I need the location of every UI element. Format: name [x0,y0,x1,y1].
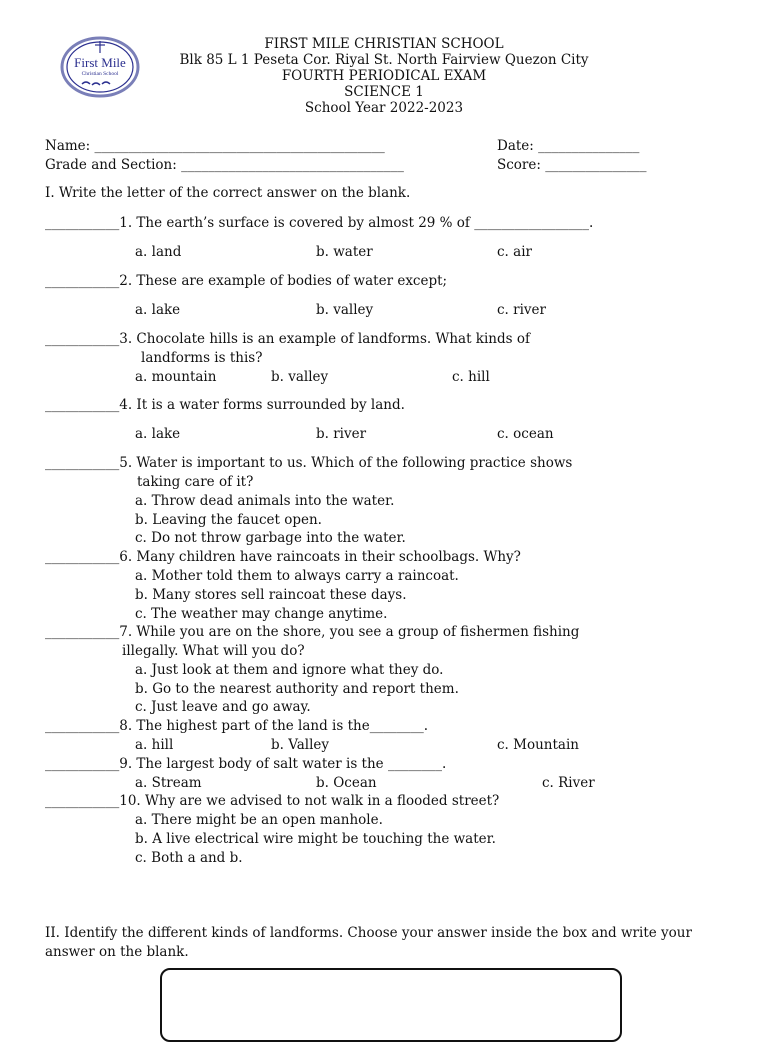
q3-choice-a: a. mountain [135,369,217,385]
q7-choice-b: b. Go to the nearest authority and report them. [135,681,459,697]
score-field[interactable]: Score: _______________ [497,157,647,173]
question-7: ___________7. While you are on the shore, you see a group of fishermen fishing [45,624,580,640]
q6-choice-c: c. The weather may change anytime. [135,606,388,622]
q10-choice-a: a. There might be an open manhole. [135,812,383,828]
q2-choice-b: b. valley [316,302,374,318]
question-9: ___________9. The largest body of salt water is the ________. [45,756,447,772]
grade-section-field[interactable]: Grade and Section: _________________________________ [45,157,404,173]
part2-instruction-line1: II. Identify the different kinds of landforms. Choose your answer inside the box and write your [45,925,692,941]
q4-choice-b: b. river [316,426,367,442]
q5-choice-c: c. Do not throw garbage into the water. [135,530,406,546]
answer-choices-box [160,968,622,1042]
q7-choice-a: a. Just look at them and ignore what they do. [135,662,444,678]
question-5: ___________5. Water is important to us. Which of the following practice shows [45,455,573,471]
q2-choice-c: c. river [497,302,546,318]
q3-choice-c: c. hill [452,369,490,385]
school-year: School Year 2022-2023 [304,100,464,116]
q10-choice-c: c. Both a and b. [135,850,243,866]
q4-choice-c: c. ocean [497,426,554,442]
q8-choice-a: a. hill [135,737,174,753]
question-1: ___________1. The earth’s surface is covered by almost 29 % of _________________. [45,215,594,231]
part1-instruction: I. Write the letter of the correct answer on the blank. [45,185,411,201]
q6-choice-a: a. Mother told them to always carry a raincoat. [135,568,459,584]
question-4: ___________4. It is a water forms surrounded by land. [45,397,405,413]
school-address: Blk 85 L 1 Peseta Cor. Riyal St. North Fairview Quezon City [179,52,589,68]
question-7-continued: illegally. What will you do? [122,643,305,659]
question-10: ___________10. Why are we advised to not walk in a flooded street? [45,793,500,809]
q2-choice-a: a. lake [135,302,181,318]
logo-text: First Mile [74,55,126,70]
q9-choice-b: b. Ocean [316,775,377,791]
q3-choice-b: b. valley [271,369,329,385]
question-5-continued: taking care of it? [137,474,254,490]
q1-choice-a: a. land [135,244,182,260]
q10-choice-b: b. A live electrical wire might be touching the water. [135,831,496,847]
q8-choice-c: c. Mountain [497,737,579,753]
subject-title: SCIENCE 1 [344,84,424,100]
question-2: ___________2. These are example of bodies of water except; [45,273,448,289]
q8-choice-b: b. Valley [271,737,330,753]
part2-instruction-line2: answer on the blank. [45,944,189,960]
q4-choice-a: a. lake [135,426,181,442]
question-3: ___________3. Chocolate hills is an example of landforms. What kinds of [45,331,530,347]
exam-title: FOURTH PERIODICAL EXAM [281,68,487,84]
school-name: FIRST MILE CHRISTIAN SCHOOL [264,36,504,52]
question-6: ___________6. Many children have raincoats in their schoolbags. Why? [45,549,521,565]
question-8: ___________8. The highest part of the land is the________. [45,718,428,734]
q5-choice-a: a. Throw dead animals into the water. [135,493,395,509]
q1-choice-b: b. water [316,244,373,260]
q1-choice-c: c. air [497,244,532,260]
name-field[interactable]: Name: ___________________________________________ [45,138,385,154]
date-field[interactable]: Date: _______________ [497,138,640,154]
logo-subtext: Christian School [81,71,119,77]
q6-choice-b: b. Many stores sell raincoat these days. [135,587,407,603]
q7-choice-c: c. Just leave and go away. [135,699,311,715]
q9-choice-a: a. Stream [135,775,202,791]
q9-choice-c: c. River [542,775,595,791]
exam-header [0,36,768,116]
q5-choice-b: b. Leaving the faucet open. [135,512,322,528]
question-3-continued: landforms is this? [141,350,263,366]
